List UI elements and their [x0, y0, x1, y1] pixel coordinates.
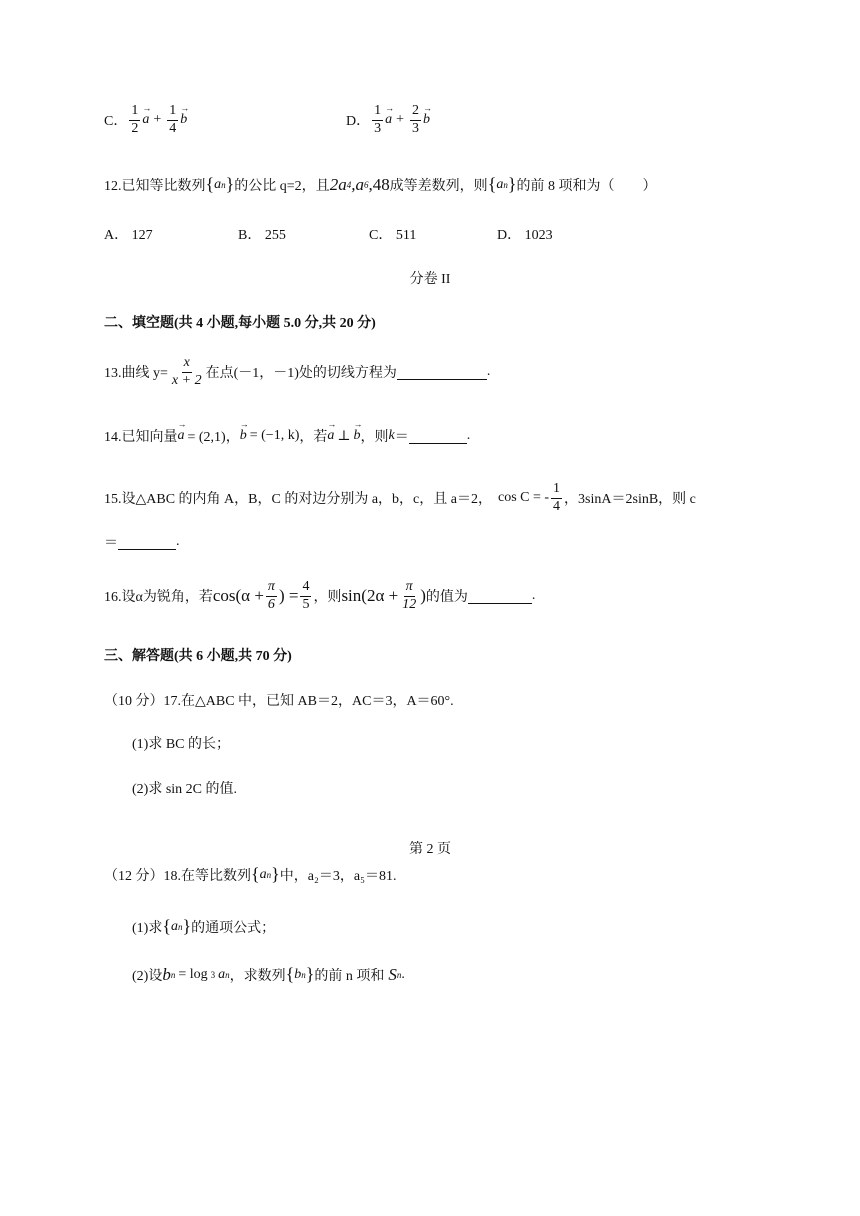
q12-option-d: D． 1023 — [497, 228, 553, 243]
vector-b: → b — [240, 428, 247, 444]
option-label: C． — [104, 114, 128, 130]
numerator: 1 — [129, 104, 140, 121]
vector-b: → b — [180, 112, 187, 128]
seq-symbol: a — [496, 176, 504, 192]
vector-b-value: = (−1, k) — [249, 428, 300, 443]
option-label: D． — [346, 114, 371, 130]
fraction — [129, 104, 140, 136]
q12-text: 的前 8 项和为（ ） — [516, 178, 657, 194]
seq-symbol: a — [259, 866, 267, 882]
term-a: ,a — [351, 174, 364, 194]
seq-subscript: n — [221, 179, 226, 190]
denominator: 2 — [131, 120, 139, 136]
period: . — [466, 428, 471, 443]
q17-sub1: (1)求 BC 的长； — [132, 737, 230, 752]
brace-left: { — [487, 174, 497, 194]
seq-symbol-b: b — [294, 966, 302, 982]
brace-left: { — [162, 916, 171, 936]
brace-right: } — [225, 174, 235, 194]
seq-subscript: n — [177, 921, 183, 932]
numerator: 2 — [410, 104, 421, 121]
numerator: π — [404, 580, 415, 597]
q14 — [104, 426, 470, 446]
numerator: 4 — [300, 580, 311, 597]
answer-blank[interactable] — [397, 365, 487, 380]
term-2a: 2a — [329, 174, 347, 194]
answer-blank[interactable] — [468, 589, 532, 604]
answer-blank[interactable] — [409, 429, 467, 444]
vector-a: → a — [142, 112, 149, 128]
plus-sign: + — [153, 112, 162, 128]
q13-text: 在点(－1，－1)处的切线方程为 — [205, 366, 397, 382]
q18-sub1 — [132, 916, 275, 937]
fraction — [410, 104, 421, 136]
equals: ) = — [278, 586, 299, 606]
vector-a: → a — [327, 428, 334, 444]
vector-a-value: = (2,1)， — [187, 430, 240, 445]
q11-option-d — [346, 104, 430, 136]
brace-left: { — [251, 864, 260, 884]
denominator: 3 — [412, 120, 420, 136]
q18-text: 的通项公式； — [191, 920, 276, 936]
seq-symbol-b: b — [162, 964, 171, 984]
sin-expression: sin(2α + — [341, 586, 399, 606]
sum-symbol: S — [388, 964, 397, 984]
fraction — [300, 580, 311, 612]
denominator: 4 — [553, 498, 561, 514]
seq-symbol: a — [170, 918, 178, 934]
q14-text: ，则 — [360, 430, 389, 445]
q16-text: ，则 — [313, 590, 342, 606]
q12-option-c: C． 511 — [369, 228, 417, 243]
vector-a: → a — [385, 112, 392, 128]
q18-text: (1)求 — [132, 920, 163, 936]
q13 — [104, 356, 490, 388]
q18-text: ，求数列 — [229, 968, 286, 984]
q12-text: 12.已知等比数列 — [104, 178, 206, 194]
equals: ＝ — [104, 536, 118, 551]
answer-blank[interactable] — [118, 535, 176, 550]
numerator: x — [182, 356, 192, 373]
brace-left: { — [205, 174, 215, 194]
vector-a: → a — [178, 428, 185, 444]
seq-subscript: n — [503, 179, 508, 190]
q11-option-c — [104, 104, 187, 136]
vector-b: → b — [423, 112, 430, 128]
variable-k: k — [388, 428, 395, 443]
q16-text: 的值为 — [425, 590, 468, 606]
denominator: 12 — [402, 596, 417, 612]
q13-text: 13.曲线 y= — [104, 366, 168, 382]
denominator: 5 — [302, 596, 310, 612]
numerator: 1 — [372, 104, 383, 121]
q18-text: (2)设 — [132, 968, 163, 984]
log-base: 3 — [210, 969, 216, 980]
fraction — [551, 482, 562, 514]
denominator: 6 — [267, 596, 275, 612]
seq-subscript: n — [266, 869, 272, 880]
brace-right: } — [182, 916, 192, 936]
cos-expression: cos C = - — [497, 490, 550, 506]
fraction — [170, 356, 204, 388]
q16 — [104, 580, 535, 612]
q12-option-b: B． 255 — [238, 228, 286, 243]
fraction — [400, 580, 418, 612]
numerator: 1 — [551, 482, 562, 499]
part2-heading: 二、填空题(共 4 小题,每小题 5.0 分,共 20 分) — [104, 316, 376, 331]
q18-text: 中，a₂＝3，a₅＝81. — [279, 868, 397, 884]
cos-expression: cos(α + — [212, 586, 264, 606]
part3-heading: 三、解答题(共 6 小题,共 70 分) — [104, 649, 292, 664]
period: . — [486, 364, 491, 380]
brace-right: } — [305, 964, 315, 984]
fraction — [372, 104, 383, 136]
numerator: 1 — [167, 104, 178, 121]
q17-stem: （10 分）17.在△ABC 中，已知 AB＝2，AC＝3，A＝60°. — [104, 694, 454, 709]
denominator: 4 — [169, 120, 177, 136]
seq-symbol: a — [214, 176, 222, 192]
q15-line2 — [104, 532, 180, 552]
q16-text: 16.设α为锐角，若 — [104, 590, 213, 606]
vector-b: → b — [354, 428, 361, 444]
term-48: ,48 — [368, 174, 390, 194]
q12-option-a: A． 127 — [104, 228, 153, 243]
q12-text: 成等差数列，则 — [389, 178, 488, 194]
perpendicular-symbol: ⊥ — [337, 428, 351, 444]
q18-text: （12 分）18.在等比数列 — [104, 868, 251, 884]
paren: ) — [420, 586, 426, 606]
q18-text: 的前 n 项和 — [314, 968, 385, 984]
q15-text: 15.设△ABC 的内角 A，B，C 的对边分别为 a，b，c，且 a＝2， — [104, 492, 492, 508]
q14-text: 14.已知向量 — [104, 430, 178, 445]
denominator: x + 2 — [171, 372, 202, 388]
period: . — [531, 588, 536, 604]
q15 — [104, 482, 696, 514]
seq-subscript: n — [225, 969, 230, 980]
period: . — [176, 534, 180, 549]
seq-subscript: n — [301, 969, 306, 980]
q12-stem — [104, 174, 656, 195]
fraction — [266, 580, 277, 612]
denominator: 3 — [374, 120, 382, 136]
brace-left: { — [285, 964, 295, 984]
plus-sign: + — [396, 112, 405, 128]
period: . — [401, 966, 405, 982]
log-expression: = log — [178, 966, 208, 982]
fraction — [167, 104, 178, 136]
subscript: 4 — [346, 179, 352, 190]
subscript: 6 — [363, 179, 369, 190]
seq-subscript: n — [396, 969, 402, 980]
brace-right: } — [507, 174, 517, 194]
q17-sub2: (2)求 sin 2C 的值. — [132, 782, 237, 797]
equals: ＝ — [394, 430, 409, 445]
q18-stem — [104, 864, 396, 885]
q14-text: ，若 — [299, 430, 328, 445]
seq-subscript: n — [170, 969, 176, 980]
numerator: π — [266, 580, 277, 597]
brace-right: } — [271, 864, 280, 884]
section-label: 分卷 II — [409, 272, 451, 287]
page-number: 第 2 页 — [409, 842, 451, 857]
q15-text: ，3sinA＝2sinB，则 c — [564, 492, 696, 508]
q18-sub2 — [132, 964, 405, 985]
q12-text: 的公比 q=2，且 — [234, 178, 330, 194]
seq-symbol: a — [218, 966, 226, 982]
